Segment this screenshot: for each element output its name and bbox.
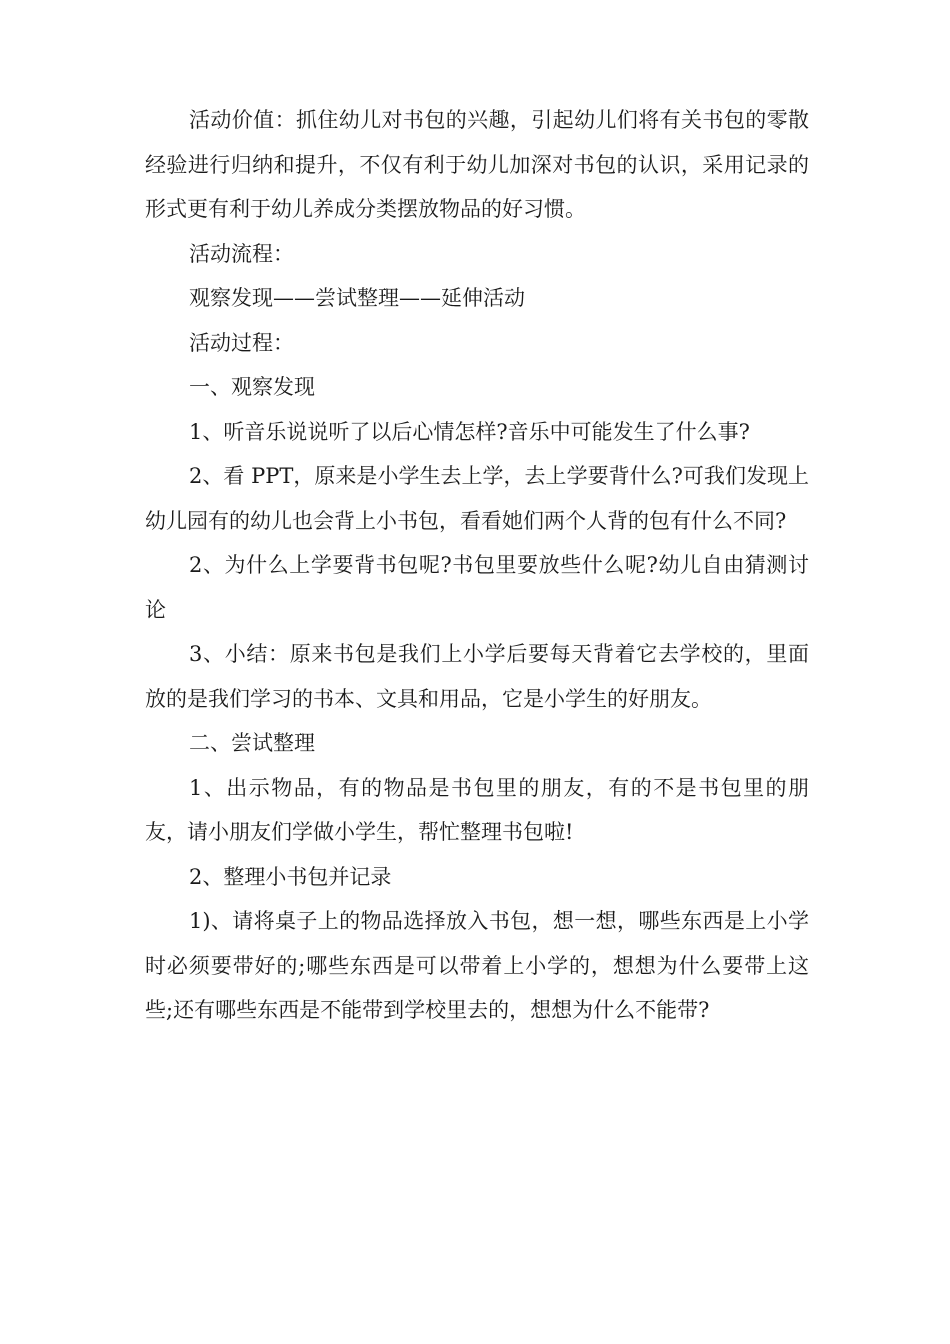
- paragraph-step: 1、出示物品，有的物品是书包里的朋友，有的不是书包里的朋友，请小朋友们学做小学生，帮忙整理书包啦!: [145, 775, 809, 844]
- paragraph-step: 1)、请将桌子上的物品选择放入书包，想一想，哪些东西是上小学时必须要带好的;哪些东西是可以带着上小学的，想想为什么要带上这些;还有哪些东西是不能带到学校里去的，想想为什么不能带?: [145, 909, 809, 1022]
- paragraph-step: 2、为什么上学要背书包呢?书包里要放些什么呢?幼儿自由猜测讨论: [145, 553, 809, 622]
- paragraph-step: 1、听音乐说说听了以后心情怎样?音乐中可能发生了什么事?: [189, 419, 750, 444]
- section-heading-organize: 二、尝试整理: [189, 731, 315, 755]
- paragraph-activity-process-heading: 活动过程：: [189, 330, 294, 355]
- paragraph-summary: 3、小结：原来书包是我们上小学后要每天背着它去学校的，里面放的是我们学习的书本、文具和用品，它是小学生的好朋友。: [145, 642, 809, 711]
- section-heading-observe: 一、观察发现: [189, 375, 315, 399]
- paragraph-activity-value: 活动价值：抓住幼儿对书包的兴趣，引起幼儿们将有关书包的零散经验进行归纳和提升，不仅有利于幼儿加深对书包的认识，采用记录的形式更有利于幼儿养成分类摆放物品的好习惯。: [145, 108, 809, 221]
- paragraph-step: 2、看 PPT，原来是小学生去上学，去上学要背什么?可我们发现上幼儿园有的幼儿也会背上小书包，看看她们两个人背的包有什么不同?: [145, 464, 809, 533]
- paragraph-activity-flow-heading: 活动流程：: [189, 241, 294, 266]
- document-body: [145, 98, 809, 1033]
- paragraph-step: 2、整理小书包并记录: [189, 864, 392, 889]
- paragraph-activity-flow: 观察发现——尝试整理——延伸活动: [189, 286, 525, 310]
